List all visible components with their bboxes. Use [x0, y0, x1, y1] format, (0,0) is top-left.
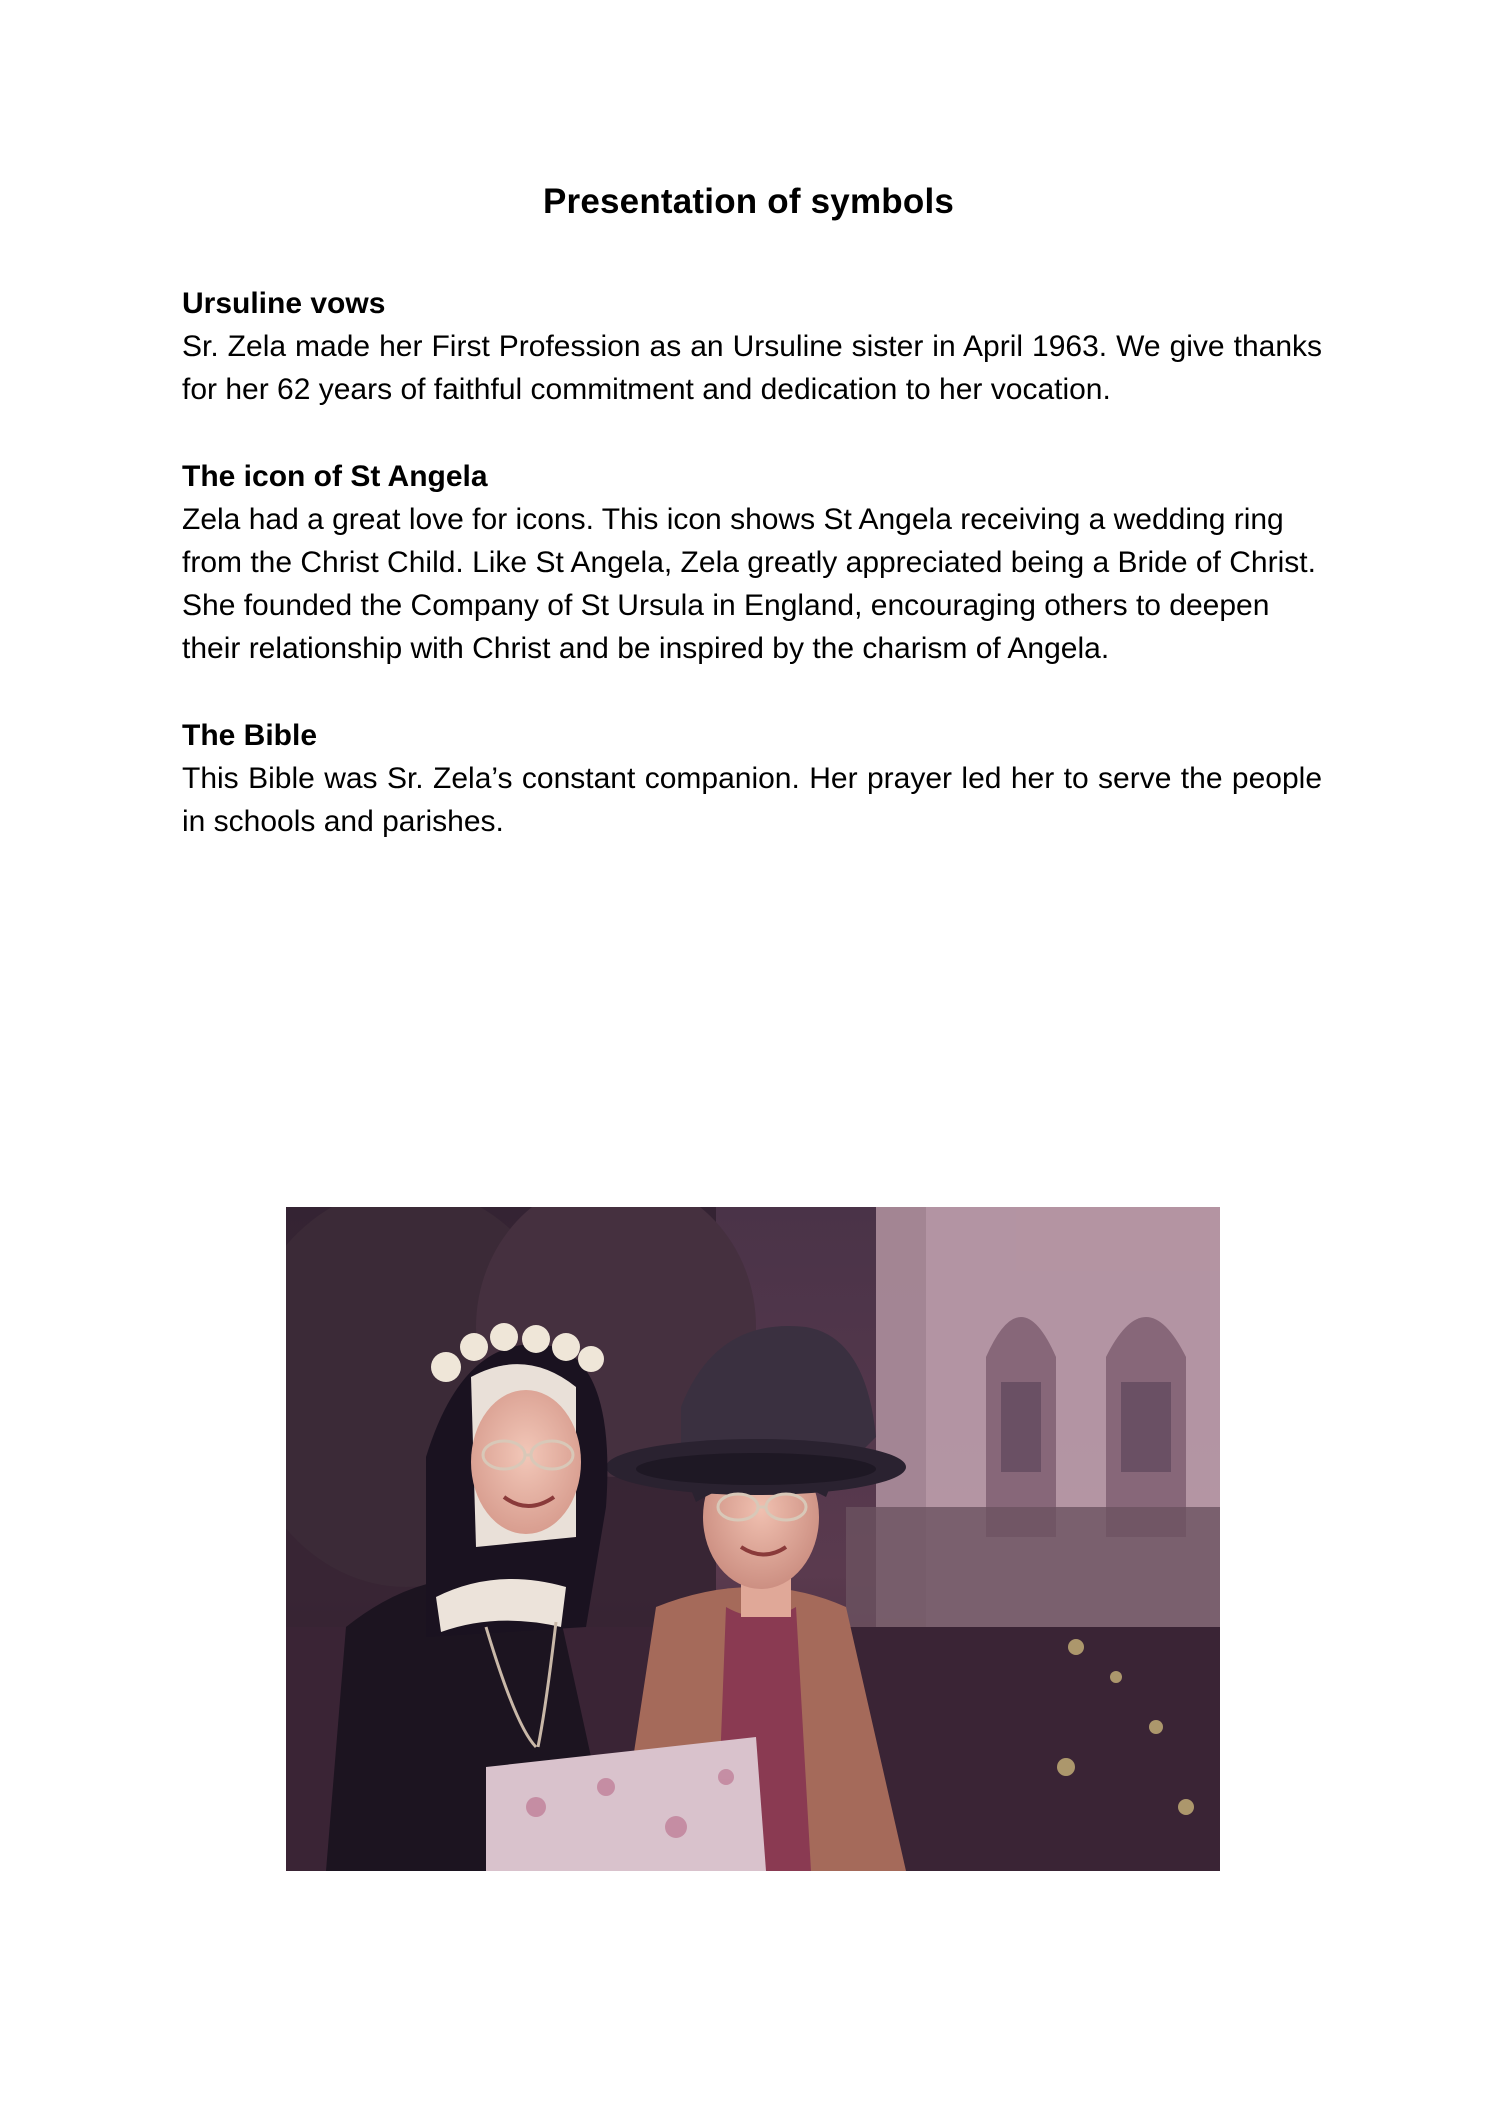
section-paragraph: This Bible was Sr. Zela’s constant companion. Her prayer led her to serve the people in schools and parishes. [182, 762, 1322, 838]
section-ursuline-vows [182, 282, 1322, 411]
section-the-bible [182, 714, 1322, 843]
section-heading: Ursuline vows [182, 287, 386, 320]
section-icon-of-st-angela [182, 455, 1322, 670]
section-heading: The icon of St Angela [182, 460, 488, 493]
page-title: Presentation of symbols [542, 182, 955, 221]
lawn [846, 1507, 1220, 1637]
document-body [182, 282, 1322, 887]
photograph-sister-and-companion [286, 1207, 1220, 1871]
photo-illustration [286, 1207, 1220, 1871]
section-paragraph: Zela had a great love for icons. This icon shows St Angela receiving a wedding ring from the Christ Child. Like St Angela, Zela greatly appreciated being a Bride of Christ. She founded the Company of St Ursula in England, encouraging others to deepen their relationship with Christ and be inspired by the charism of Angela. [182, 503, 1316, 665]
section-paragraph: Sr. Zela made her First Profession as an Ursuline sister in April 1963. We give thanks for her 62 years of faithful commitment and dedication to her vocation. [182, 330, 1322, 406]
section-heading: The Bible [182, 719, 318, 752]
